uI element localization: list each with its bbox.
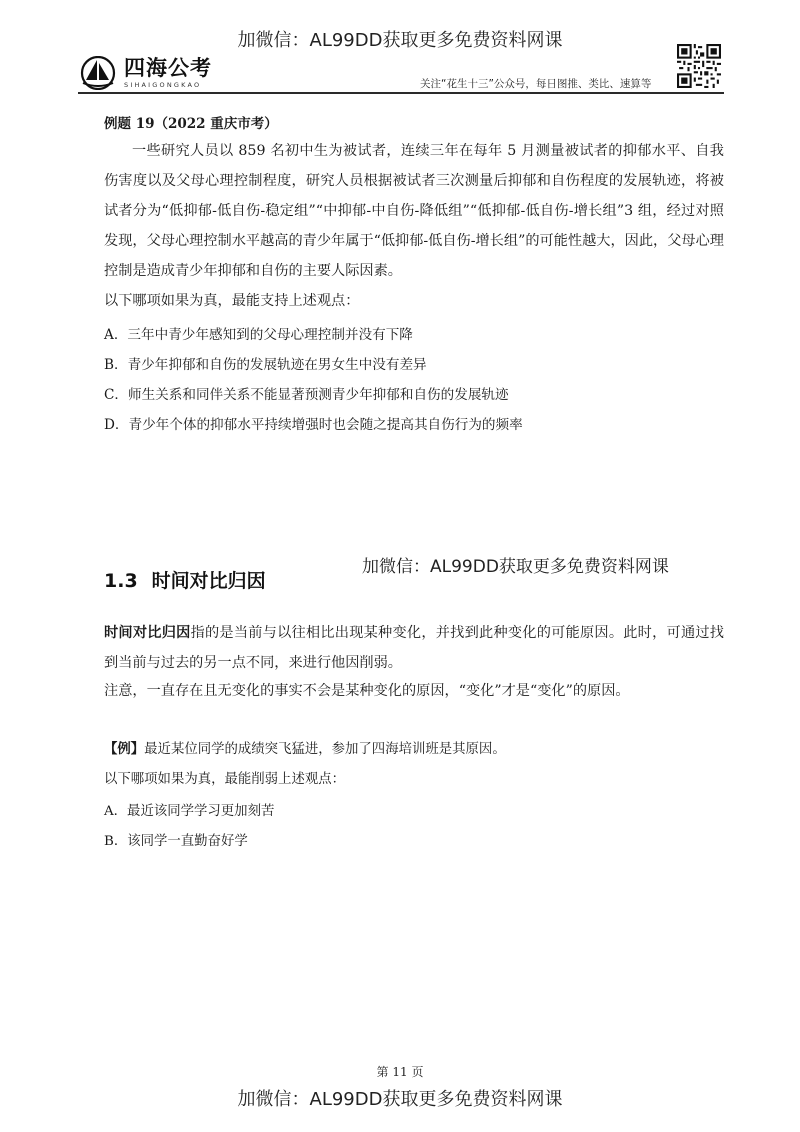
watermark-bottom: 加微信：AL99DD获取更多免费资料网课: [237, 1089, 563, 1110]
option-c: C．师生关系和同伴关系不能显著预测青少年抑郁和自伤的发展轨迹: [104, 387, 509, 403]
qr-code-icon: [677, 44, 721, 88]
example-statement: [104, 738, 506, 757]
note-paragraph: 注意，一直存在且无变化的事实不会是某种变化的原因，“变化”才是“变化”的原因。: [104, 683, 630, 699]
option-d: D．青少年个体的抑郁水平持续增强时也会随之提高其自伤行为的频率: [104, 417, 523, 433]
definition-text: 指的是当前与以往相比出现某种变化，并找到此种变化的可能原因。此时，可通过找到当前与过去的另一点不同，来进行他因削弱。: [104, 625, 724, 671]
page-number: 第 11 页: [376, 1065, 424, 1079]
example-text: 最近某位同学的成绩突飞猛进，参加了四海培训班是其原因。: [144, 742, 506, 757]
example-tag: 【例】: [104, 741, 145, 757]
logo-name: 四海公考: [124, 55, 212, 80]
header-rule: [78, 92, 724, 94]
section-heading: [104, 566, 266, 593]
section-number: 1.3: [104, 570, 138, 592]
logo-subtitle: SIHAIGONGKAO: [124, 80, 202, 89]
watermark-top: 加微信：AL99DD获取更多免费资料网课: [237, 30, 563, 51]
example-option-b: B．该同学一直勤奋好学: [104, 834, 248, 849]
option-a: A．三年中青少年感知到的父母心理控制并没有下降: [104, 327, 413, 343]
watermark-middle: 加微信：AL99DD获取更多免费资料网课: [362, 557, 669, 577]
example-option-a: A．最近该同学学习更加刻苦: [104, 804, 275, 819]
example-question: 以下哪项如果为真，最能削弱上述观点：: [104, 772, 346, 787]
definition-paragraph: [104, 618, 724, 678]
header-note: 关注“花生十三”公众号，每日图推、类比、速算等: [420, 78, 652, 90]
example-19-body: 一些研究人员以 859 名初中生为被试者，连续三年在每年 5 月测量被试者的抑郁水平、自我伤害度以及父母心理控制程度，研究人员根据被试者三次测量后抑郁和自伤程度的发展轨迹，将被试者分为“低抑郁-低自伤-稳定组”“中抑郁-中自伤-降低组”“低抑郁-低自伤-增长组”3 组，经过对照发现，父母心理控制水平越高的青少年属于“低抑郁-低自伤-增长组”的可能性越大，因此，父母心理控制是造成青少年抑郁和自伤的主要人际因素。: [104, 143, 724, 279]
section-title: 时间对比归因: [151, 570, 266, 592]
example-19-title: 例题 19（2022 重庆市考）: [104, 116, 278, 132]
sailboat-logo-icon: [78, 56, 118, 90]
definition-term: 时间对比归因: [104, 625, 191, 641]
option-b: B．青少年抑郁和自伤的发展轨迹在男女生中没有差异: [104, 357, 427, 373]
example-19-question: 以下哪项如果为真，最能支持上述观点：: [104, 293, 360, 309]
logo: [78, 56, 212, 90]
